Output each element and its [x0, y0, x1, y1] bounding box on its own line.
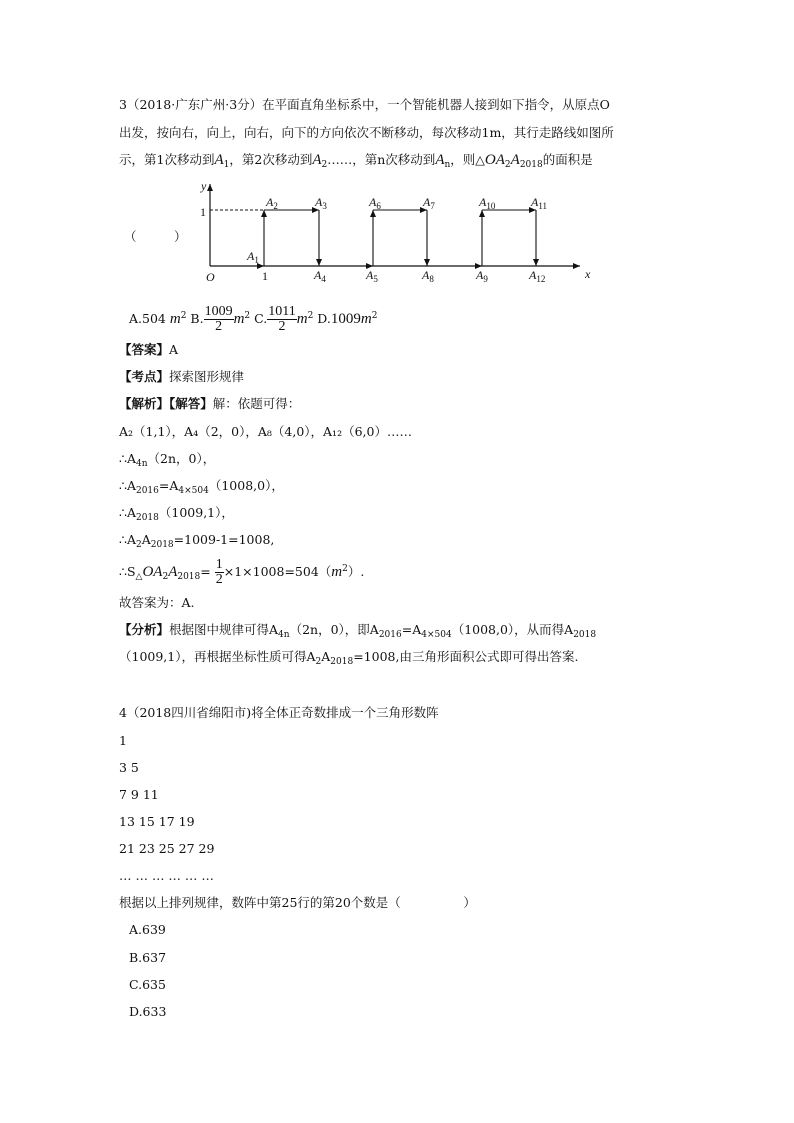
q4-option-c: C.635	[129, 977, 166, 992]
label-a7: $A_7$	[423, 195, 435, 211]
fenxi-line-1: 【分析】根据图中规律可得$A_{4n}(2n$，0），即$A_{2016}=A_{4\times 504}(1008,0)$，从而得$A_{2018}$	[119, 622, 597, 640]
step-4: $\therefore A_{2018}(1009,1)$，	[119, 505, 234, 523]
step-6: $\therefore S_\triangle OA_2A_{2018}=$ $\frac{1}{2}$ $\times 1\times 1008=504(m^2)$.	[119, 557, 365, 587]
x-axis-label: x	[585, 267, 591, 281]
step-1: A₂（1,1），A₄（2，0），A₈（4,0），A₁₂（6,0）……	[119, 424, 412, 439]
robot-path	[210, 210, 536, 266]
q4-row-6: … … … … … …	[119, 868, 214, 883]
label-a11: $A_{11}$	[531, 195, 548, 211]
q3-line-1: 3（2018·广东广州·3分）在平面直角坐标系中，一个智能机器人接到如下指令，从原点O	[119, 97, 610, 112]
label-a10: $A_{10}$	[479, 195, 496, 211]
q4-row-3: 7 9 11	[119, 787, 159, 802]
label-a2: $A_2$	[266, 195, 278, 211]
fenxi-line-2: （1009,1），再根据坐标性质可得$A_2A_{2018}=1008$,由三角形面积公式即可得出答案.	[119, 649, 579, 667]
option-b: B. $\frac{1009}{2}$ $m^2$	[190, 304, 251, 334]
q4-row-5: 21 23 25 27 29	[119, 841, 215, 856]
q3-options	[129, 304, 377, 334]
q4-option-a: A.639	[129, 922, 166, 937]
q3-line-2: 出发，按向右，向上，向右，向下的方向依次不断移动，每次移动1m，其行走路线如图所	[119, 125, 614, 140]
option-a: A.504 $m^2$	[129, 311, 187, 327]
label-a9: $A_9$	[476, 268, 488, 284]
q3-line-3: 示，第1次移动到$A_1$，第2次移动到$A_2\dots\dots$，第n次移动到$A_n$，则$\triangle OA_2A_{2018}$的面积是	[119, 152, 593, 170]
q4-option-d: D.633	[129, 1004, 167, 1019]
label-a6: $A_6$	[369, 195, 381, 211]
label-a3: $A_3$	[315, 195, 327, 211]
step-3: $\therefore A_{2016}=A_{4\times 504}(1008,0)$，	[119, 478, 284, 496]
label-a5: $A_5$	[366, 268, 378, 284]
x-tick-label: 1	[262, 269, 268, 283]
q4-row-2: 3 5	[119, 760, 139, 775]
answer-line: 【答案】A	[119, 342, 179, 357]
q4-row-4: 13 15 17 19	[119, 814, 195, 829]
y-axis-label: y	[201, 179, 207, 193]
conclusion-line: 故答案为：A.	[119, 595, 195, 610]
label-a1: $A_1$	[247, 249, 259, 265]
q4-question: 根据以上排列规律，数阵中第25行的第20个数是（ ）	[119, 895, 476, 910]
robot-path-figure	[195, 178, 605, 288]
step-2: $\therefore A_{4n}(2n$，0），	[119, 451, 216, 469]
label-a8: $A_8$	[422, 268, 434, 284]
jiexi-line: 【解析】【解答】解：依题可得：	[119, 396, 301, 411]
option-c: C. $\frac{1011}{2}$ $m^2$	[254, 304, 314, 334]
y-tick-label: 1	[200, 205, 206, 219]
option-d: $D.1009m^2$	[317, 311, 378, 327]
label-a4: $A_4$	[314, 268, 326, 284]
kaodian-line: 【考点】探索图形规律	[119, 369, 245, 384]
q4-title: 4（2018四川省绵阳市)将全体正奇数排成一个三角形数阵	[119, 705, 439, 720]
origin-label: O	[206, 270, 215, 284]
q4-option-b: B.637	[129, 950, 167, 965]
q4-row-1: 1	[119, 733, 127, 748]
step-5: $\therefore A_2A_{2018}=1009-1=1008$,	[119, 532, 275, 550]
q3-answer-paren: （ ）	[124, 229, 187, 244]
label-a12: $A_{12}$	[529, 268, 546, 284]
